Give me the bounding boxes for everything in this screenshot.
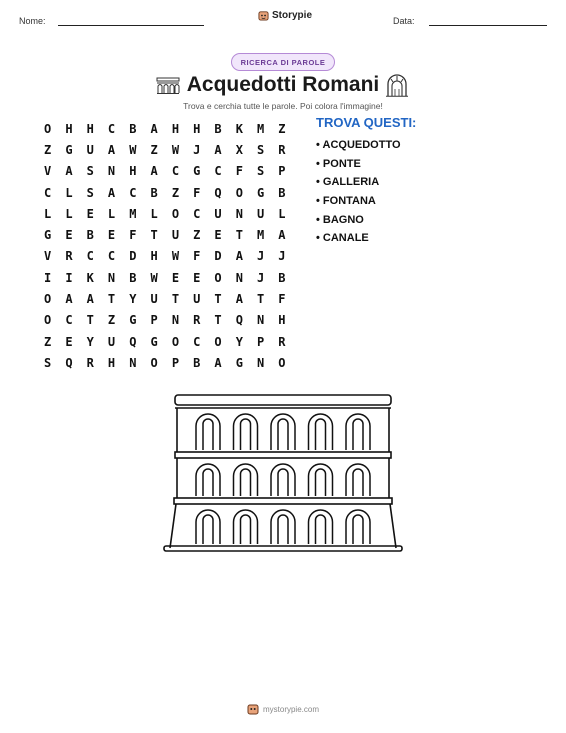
- arch-inner: [316, 515, 326, 544]
- arch-inner: [241, 469, 251, 496]
- grid-cell[interactable]: S: [86, 185, 94, 200]
- grid-cell[interactable]: H: [193, 121, 201, 136]
- grid-cell[interactable]: C: [44, 185, 52, 200]
- word-item: • ACQUEDOTTO: [316, 136, 401, 155]
- arch-inner: [278, 515, 288, 544]
- grid-cell[interactable]: T: [86, 313, 94, 328]
- grid-cell[interactable]: S: [44, 355, 52, 370]
- grid-cell[interactable]: M: [257, 228, 265, 243]
- grid-cell[interactable]: Z: [193, 228, 201, 243]
- grid-cell[interactable]: T: [214, 313, 222, 328]
- grid-cell[interactable]: Y: [235, 334, 243, 349]
- grid-cell[interactable]: B: [278, 185, 286, 200]
- grid-cell[interactable]: A: [65, 164, 73, 179]
- grid-cell[interactable]: N: [129, 355, 137, 370]
- grid-cell[interactable]: U: [193, 292, 201, 307]
- grid-cell[interactable]: G: [193, 164, 201, 179]
- grid-cell[interactable]: G: [150, 334, 158, 349]
- grid-cell[interactable]: V: [44, 164, 52, 179]
- grid-cell[interactable]: J: [257, 249, 265, 264]
- word-item: • PONTE: [316, 155, 401, 174]
- grid-cell[interactable]: C: [65, 313, 73, 328]
- grid-cell[interactable]: U: [86, 142, 94, 157]
- grid-cell[interactable]: T: [150, 228, 158, 243]
- grid-cell[interactable]: Z: [44, 142, 52, 157]
- grid-cell[interactable]: J: [193, 142, 201, 157]
- grid-cell[interactable]: D: [214, 249, 222, 264]
- grid-cell[interactable]: O: [214, 270, 222, 285]
- grid-cell[interactable]: G: [257, 185, 265, 200]
- grid-cell[interactable]: B: [86, 228, 94, 243]
- grid-cell[interactable]: W: [171, 249, 180, 264]
- grid-cell[interactable]: M: [129, 206, 137, 221]
- grid-cell[interactable]: W: [129, 142, 137, 157]
- grid-cell[interactable]: W: [171, 142, 180, 157]
- arch-inner: [353, 419, 363, 450]
- grid-cell[interactable]: A: [150, 121, 158, 136]
- grid-cell[interactable]: H: [86, 121, 94, 136]
- grid-cell[interactable]: A: [86, 292, 94, 307]
- grid-cell[interactable]: E: [86, 206, 94, 221]
- grid-cell[interactable]: F: [193, 185, 201, 200]
- grid-cell[interactable]: O: [278, 355, 286, 370]
- grid-cell[interactable]: A: [235, 292, 243, 307]
- grid-row: [37, 352, 293, 373]
- grid-cell[interactable]: R: [278, 334, 286, 349]
- grid-cell[interactable]: L: [150, 206, 158, 221]
- grid-cell[interactable]: B: [214, 121, 222, 136]
- grid-cell[interactable]: G: [129, 313, 137, 328]
- grid-cell[interactable]: N: [171, 313, 180, 328]
- arch-inner: [278, 469, 288, 496]
- grid-cell[interactable]: B: [150, 185, 158, 200]
- grid-cell[interactable]: Z: [150, 142, 158, 157]
- word-list: [316, 136, 401, 248]
- footer-link[interactable]: mystorypie.com: [262, 704, 319, 714]
- arch-inner: [203, 469, 213, 496]
- grid-row: [37, 182, 293, 203]
- grid-cell[interactable]: C: [193, 206, 201, 221]
- grid-cell[interactable]: U: [214, 206, 222, 221]
- grid-cell[interactable]: I: [65, 270, 73, 285]
- grid-cell[interactable]: C: [129, 185, 137, 200]
- grid-cell[interactable]: U: [171, 228, 180, 243]
- arch-inner: [203, 419, 213, 450]
- grid-cell[interactable]: A: [214, 355, 222, 370]
- word-item: • GALLERIA: [316, 173, 401, 192]
- grid-row: [37, 161, 293, 182]
- name-label: Nome:: [19, 16, 46, 26]
- grid-cell[interactable]: L: [278, 206, 286, 221]
- grid-cell[interactable]: K: [235, 121, 243, 136]
- grid-row: [37, 118, 293, 139]
- grid-cell[interactable]: C: [107, 249, 116, 264]
- grid-cell[interactable]: B: [129, 121, 137, 136]
- grid-cell[interactable]: C: [86, 249, 94, 264]
- grid-cell[interactable]: O: [214, 334, 222, 349]
- storypie-logo-icon: [258, 10, 269, 21]
- grid-row: [37, 224, 293, 245]
- arch-inner: [353, 469, 363, 496]
- grid-cell[interactable]: R: [278, 142, 286, 157]
- grid-cell[interactable]: N: [107, 164, 116, 179]
- grid-cell[interactable]: U: [150, 292, 158, 307]
- grid-cell[interactable]: C: [214, 164, 222, 179]
- word-list-title: TROVA QUESTI:: [316, 115, 417, 130]
- arch-inner: [353, 515, 363, 544]
- grid-cell[interactable]: A: [107, 185, 116, 200]
- grid-cell[interactable]: C: [171, 164, 180, 179]
- grid-cell[interactable]: Q: [235, 313, 243, 328]
- grid-cell[interactable]: L: [65, 185, 73, 200]
- grid-cell[interactable]: T: [235, 228, 243, 243]
- grid-cell[interactable]: T: [171, 292, 180, 307]
- grid-cell[interactable]: P: [257, 334, 265, 349]
- grid-row: [37, 139, 293, 160]
- grid-cell[interactable]: Z: [171, 185, 180, 200]
- grid-cell[interactable]: O: [171, 334, 180, 349]
- grid-row: [37, 288, 293, 309]
- arch-inner: [316, 419, 326, 450]
- grid-cell[interactable]: T: [214, 292, 222, 307]
- arch-inner: [241, 419, 251, 450]
- grid-cell[interactable]: S: [257, 142, 265, 157]
- word-item: • BAGNO: [316, 211, 401, 230]
- word-item: • FONTANA: [316, 192, 401, 211]
- grid-cell[interactable]: F: [235, 164, 243, 179]
- grid-cell[interactable]: Z: [107, 313, 116, 328]
- grid-cell[interactable]: Y: [86, 334, 94, 349]
- grid-cell[interactable]: H: [107, 355, 116, 370]
- grid-cell[interactable]: E: [214, 228, 222, 243]
- grid-cell[interactable]: A: [107, 142, 116, 157]
- grid-cell[interactable]: A: [65, 292, 73, 307]
- date-label: Data:: [393, 16, 415, 26]
- worksheet-header: [0, 0, 566, 30]
- grid-cell[interactable]: S: [86, 164, 94, 179]
- grid-cell[interactable]: F: [129, 228, 137, 243]
- grid-cell[interactable]: P: [150, 313, 158, 328]
- grid-cell[interactable]: E: [107, 228, 116, 243]
- grid-cell[interactable]: O: [44, 121, 52, 136]
- grid-cell[interactable]: O: [171, 206, 180, 221]
- instructions: Trova e cerchia tutte le parole. Poi colora l'immagine!: [183, 101, 383, 111]
- grid-cell[interactable]: R: [193, 313, 201, 328]
- grid-cell[interactable]: P: [171, 355, 180, 370]
- grid-cell[interactable]: Y: [129, 292, 137, 307]
- arch-inner: [316, 469, 326, 496]
- title-row: [0, 71, 566, 101]
- grid-cell[interactable]: O: [150, 355, 158, 370]
- grid-cell[interactable]: G: [44, 228, 52, 243]
- grid-cell[interactable]: R: [86, 355, 94, 370]
- grid-cell[interactable]: G: [65, 142, 73, 157]
- grid-cell[interactable]: Q: [214, 185, 222, 200]
- grid-cell[interactable]: V: [44, 249, 52, 264]
- grid-cell[interactable]: R: [65, 249, 73, 264]
- name-field[interactable]: [58, 25, 204, 26]
- grid-cell[interactable]: U: [107, 334, 116, 349]
- date-field[interactable]: [429, 25, 547, 26]
- grid-cell[interactable]: H: [65, 121, 73, 136]
- arch-inner: [278, 419, 288, 450]
- grid-cell[interactable]: G: [235, 355, 243, 370]
- grid-cell[interactable]: N: [257, 313, 265, 328]
- grid-cell[interactable]: E: [171, 270, 180, 285]
- grid-cell[interactable]: D: [129, 249, 137, 264]
- grid-cell[interactable]: H: [150, 249, 158, 264]
- grid-cell[interactable]: L: [44, 206, 52, 221]
- grid-cell[interactable]: N: [235, 206, 243, 221]
- grid-cell[interactable]: E: [65, 334, 73, 349]
- grid-cell[interactable]: T: [107, 292, 116, 307]
- activity-badge: RICERCA DI PAROLE: [231, 53, 335, 71]
- arch-inner: [203, 515, 213, 544]
- grid-cell[interactable]: A: [278, 228, 286, 243]
- grid-cell[interactable]: I: [44, 270, 52, 285]
- brand: [258, 10, 312, 21]
- grid-cell[interactable]: E: [193, 270, 201, 285]
- grid-cell[interactable]: Q: [129, 334, 137, 349]
- grid-row: [37, 203, 293, 224]
- grid-cell[interactable]: O: [235, 185, 243, 200]
- grid-cell[interactable]: H: [171, 121, 180, 136]
- colosseum-illustration[interactable]: [160, 390, 406, 556]
- grid-cell[interactable]: C: [193, 334, 201, 349]
- grid-cell[interactable]: B: [129, 270, 137, 285]
- grid-cell[interactable]: F: [193, 249, 201, 264]
- grid-cell[interactable]: O: [44, 292, 52, 307]
- grid-cell[interactable]: N: [107, 270, 116, 285]
- grid-cell[interactable]: W: [150, 270, 158, 285]
- grid-cell[interactable]: Q: [65, 355, 73, 370]
- grid-cell[interactable]: Z: [278, 121, 286, 136]
- grid-cell[interactable]: A: [214, 142, 222, 157]
- word-item: • CANALE: [316, 229, 401, 248]
- grid-cell[interactable]: H: [278, 313, 286, 328]
- grid-row: [37, 267, 293, 288]
- grid-row: [37, 331, 293, 352]
- grid-cell[interactable]: N: [235, 270, 243, 285]
- grid-cell[interactable]: O: [44, 313, 52, 328]
- grid-cell[interactable]: M: [257, 121, 265, 136]
- grid-row: [37, 310, 293, 331]
- footer: [0, 703, 566, 715]
- grid-cell[interactable]: A: [150, 164, 158, 179]
- page-title: Acquedotti Romani: [186, 73, 380, 96]
- grid-cell[interactable]: P: [278, 164, 286, 179]
- grid-cell[interactable]: T: [257, 292, 265, 307]
- grid-cell[interactable]: S: [257, 164, 265, 179]
- grid-cell[interactable]: J: [278, 249, 286, 264]
- grid-row: [37, 246, 293, 267]
- tunnel-arch-icon: [386, 73, 408, 97]
- grid-cell[interactable]: K: [86, 270, 94, 285]
- storypie-logo-icon: [247, 703, 259, 715]
- grid-cell[interactable]: B: [193, 355, 201, 370]
- grid-cell[interactable]: L: [65, 206, 73, 221]
- grid-cell[interactable]: B: [278, 270, 286, 285]
- grid-cell[interactable]: L: [107, 206, 116, 221]
- grid-cell[interactable]: U: [257, 206, 265, 221]
- grid-cell[interactable]: A: [235, 249, 243, 264]
- grid-cell[interactable]: Z: [44, 334, 52, 349]
- grid-cell[interactable]: X: [235, 142, 243, 157]
- brand-name: Storypie: [272, 10, 313, 21]
- arch-inner: [241, 515, 251, 544]
- word-search-grid[interactable]: [37, 118, 293, 374]
- grid-cell[interactable]: C: [107, 121, 116, 136]
- grid-cell[interactable]: H: [129, 164, 137, 179]
- grid-cell[interactable]: F: [278, 292, 286, 307]
- grid-cell[interactable]: J: [257, 270, 265, 285]
- grid-cell[interactable]: N: [257, 355, 265, 370]
- grid-cell[interactable]: E: [65, 228, 73, 243]
